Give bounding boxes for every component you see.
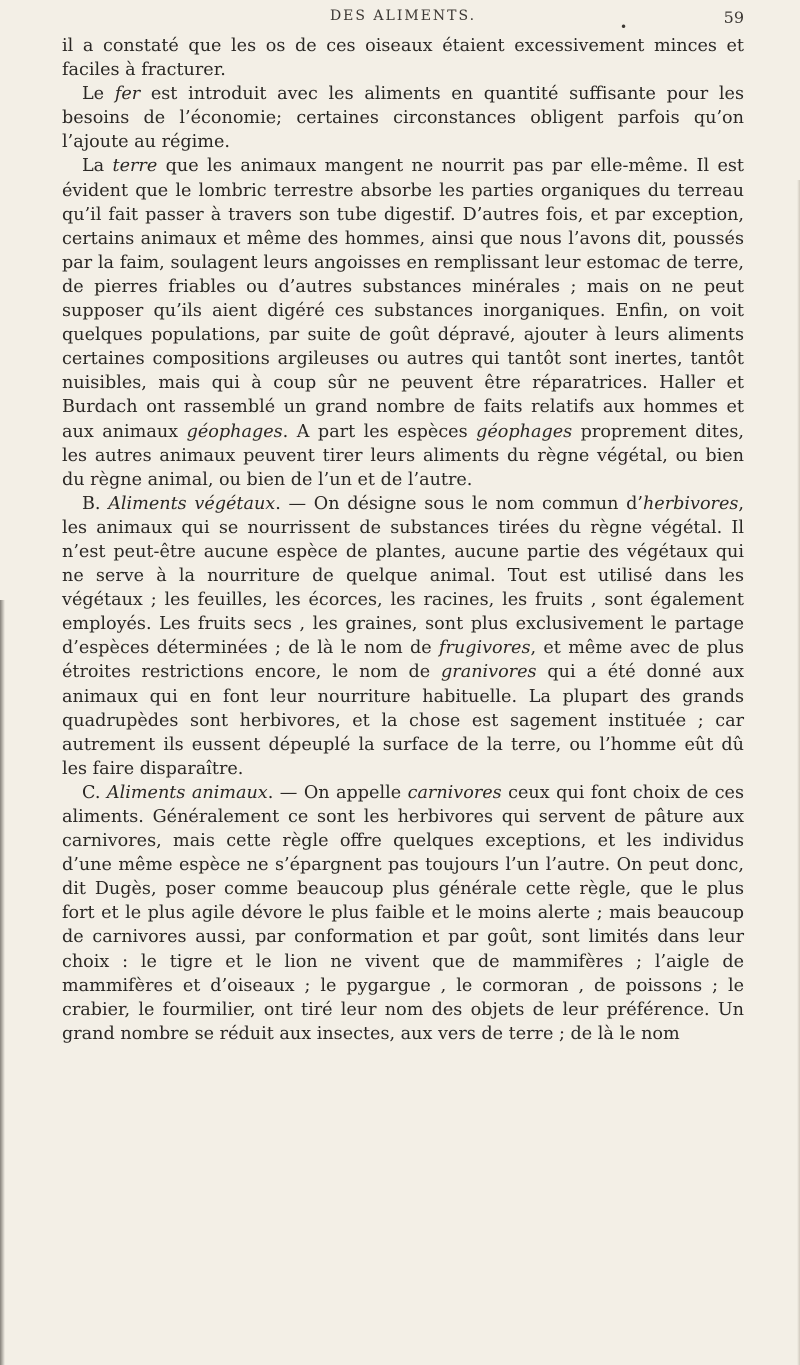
printer-mark: • <box>620 20 628 34</box>
text-run: . — On appelle <box>267 782 408 803</box>
italic-term: granivores <box>441 662 537 683</box>
text-run: ceux qui font choix de ces aliments. Généralement ce sont les herbivores qui servent de pâture aux carnivores, mais cette règle offre quelques exceptions, et les individus d’une même espèce ne s’épargnent pas toujours l’un l’autre. On peut donc, dit Dugès, poser comme beaucoup plus générale cette règle, que le plus fort et le plus agile dévore le plus faible et le moins alerte ; mais beaucoup de carnivores aussi, par conformation et par goût, sont limités dans leur choix : le tigre et le lion ne vivent que de mammifères ; l’aigle de mammifères et d’oiseaux ; le pygargue , le cormoran , de poissons ; le crabier, le fourmilier, ont tiré leur nom des objets de leur préférence. Un grand nombre se réduit aux insectes, aux vers de terre ; de là le nom <box>62 782 744 1044</box>
text-run: , et même avec de plus étroites restrictions encore, le nom de <box>62 638 744 683</box>
text-run: B. <box>82 493 109 514</box>
text-run: Le <box>82 84 115 105</box>
text-run: . A part les espèces <box>282 421 477 442</box>
text-run: qui a été donné aux animaux qui en font leur nourriture habituelle. La plupart des grands quadrupèdes sont herbivores, et la chose est sagement instituée ; car autrement ils eussent dépeuplé la surface de la terre, ou l’homme eût dû les faire disparaître. <box>62 662 744 779</box>
paragraph-terre <box>62 154 744 491</box>
italic-term: frugivores <box>438 638 531 659</box>
italic-term: fer <box>114 84 141 105</box>
running-head: DES ALIMENTS. <box>329 8 477 24</box>
paragraph-aliments-vegetaux <box>62 492 744 781</box>
paragraph-continuation <box>62 34 744 82</box>
italic-term: géophages <box>186 421 283 442</box>
italic-term: Aliments animaux <box>106 782 268 803</box>
page-gutter-shadow <box>0 600 5 1365</box>
text-run: C. <box>82 782 107 803</box>
italic-term: herbivores <box>642 493 739 514</box>
text-run: il a constaté que les os de ces oiseaux étaient excessivement minces et faciles à fracturer. <box>62 36 744 81</box>
page-header <box>62 8 744 34</box>
text-run: , les animaux qui se nourrissent de substances tirées du règne végétal. Il n’est peut-être aucune espèce de plantes, aucune partie des végétaux qui ne serve à la nourriture de quelque animal. Tout est utilisé dans les végétaux ; les feuilles, les écorces, les racines, les fruits , sont également employés. Les fruits secs , les graines, sont plus exclusivement le partage d’espèces déterminées ; de là le nom de <box>62 493 744 659</box>
text-run: La <box>82 156 113 177</box>
italic-term: géophages <box>476 421 573 442</box>
text-run: . — On désigne sous le nom commun d’ <box>275 493 643 514</box>
text-run: proprement dites, les autres animaux peuvent tirer leurs aliments du règne végétal, ou bien du règne animal, ou bien de l’un et de l’autre. <box>62 421 744 490</box>
paragraph-aliments-animaux <box>62 781 744 1046</box>
text-run: que les animaux mangent ne nourrit pas par elle-même. Il est évident que le lombric terrestre absorbe les parties organiques du terreau qu’il fait passer à travers son tube digestif. D’autres fois, et par exception, certains animaux et même des hommes, ainsi que nous l’avons dit, poussés par la faim, soulagent leurs angoisses en remplissant leur estomac de terre, de pierres friables ou d’autres substances minérales ; mais on ne peut supposer qu’ils aient digéré ces substances inorganiques. Enfin, on voit quelques populations, par suite de goût dépravé, ajouter à leurs aliments certaines compositions argileuses ou autres qui tantôt sont inertes, tantôt nuisibles, mais qui à coup sûr ne peuvent être réparatrices. Haller et Burdach ont rassemblé un grand nombre de faits relatifs aux hommes et aux animaux <box>62 156 744 442</box>
page-number: 59 <box>723 8 744 27</box>
italic-term: terre <box>112 156 158 177</box>
italic-term: carnivores <box>407 782 502 803</box>
body-text <box>62 34 744 1046</box>
text-run: est introduit avec les aliments en quantité suffisante pour les besoins de l’économie; certaines circonstances obligent parfois qu’on l’ajoute au régime. <box>62 84 744 153</box>
paragraph-fer <box>62 82 744 154</box>
italic-term: Aliments végétaux <box>108 493 276 514</box>
